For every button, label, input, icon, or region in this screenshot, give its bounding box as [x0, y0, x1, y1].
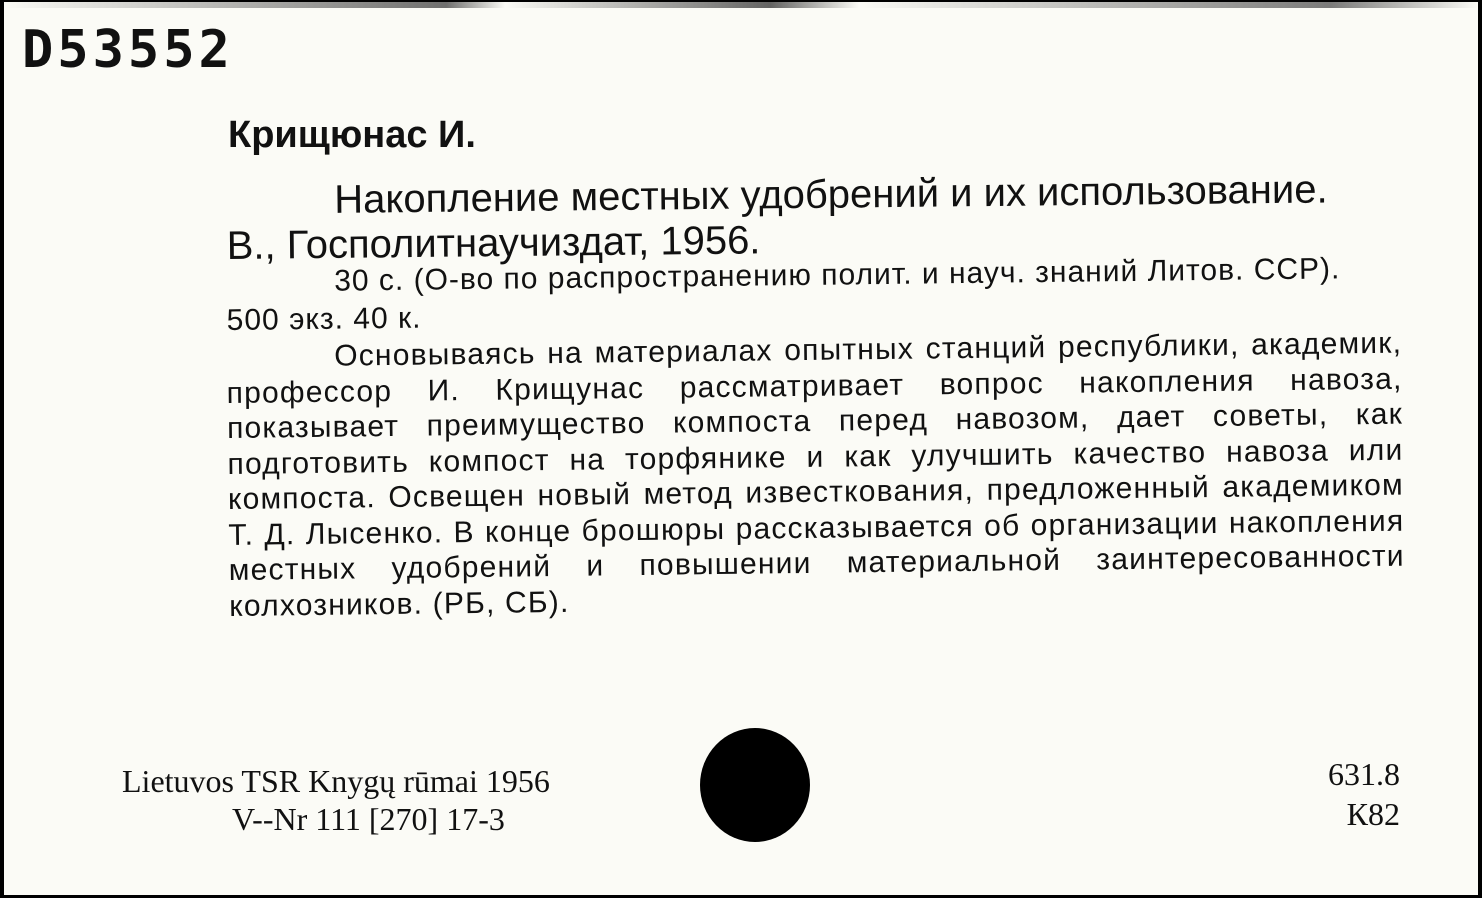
author-heading: Крищюнас И. — [228, 114, 476, 156]
author-mark: К82 — [1346, 796, 1400, 832]
book-title: Накопление местных удобрений и их использование. — [334, 167, 1328, 222]
imprint — [122, 762, 550, 838]
card-top-edge — [4, 2, 1478, 8]
udc-number: 631.8 — [1328, 756, 1400, 792]
imprint-line-2: V--Nr 111 [270] 17-3 — [232, 801, 505, 837]
imprint-line-1: Lietuvos TSR Knygų rūmai 1956 — [122, 763, 550, 799]
annotation: Основываясь на материалах опытных станций республики, академик, профессор И. Крищунас рассматривает вопрос накопления навоза, показывает преимущество компоста перед навозом, дает советы, как подготовить компост на торфянике и как улучшить качество навоза или компоста. Освещен новый метод известкования, предложенный академиком Т. Д. Лысенко. В конце брошюры рассказывается об организации накопления местных удобрений и повышении материальной заинтересованности колхозников. (РБ, СБ). — [226, 326, 1405, 623]
punch-hole — [700, 728, 810, 842]
publication-info: В., Госполитнаучиздат, 1956. — [226, 218, 761, 268]
call-number: D53552 — [22, 20, 234, 80]
collation: 30 с. (О-во по распространению полит. и науч. знаний Литов. ССР). 500 экз. 40 к. — [226, 252, 1341, 337]
classification — [1328, 754, 1400, 834]
catalog-card — [4, 2, 1478, 895]
